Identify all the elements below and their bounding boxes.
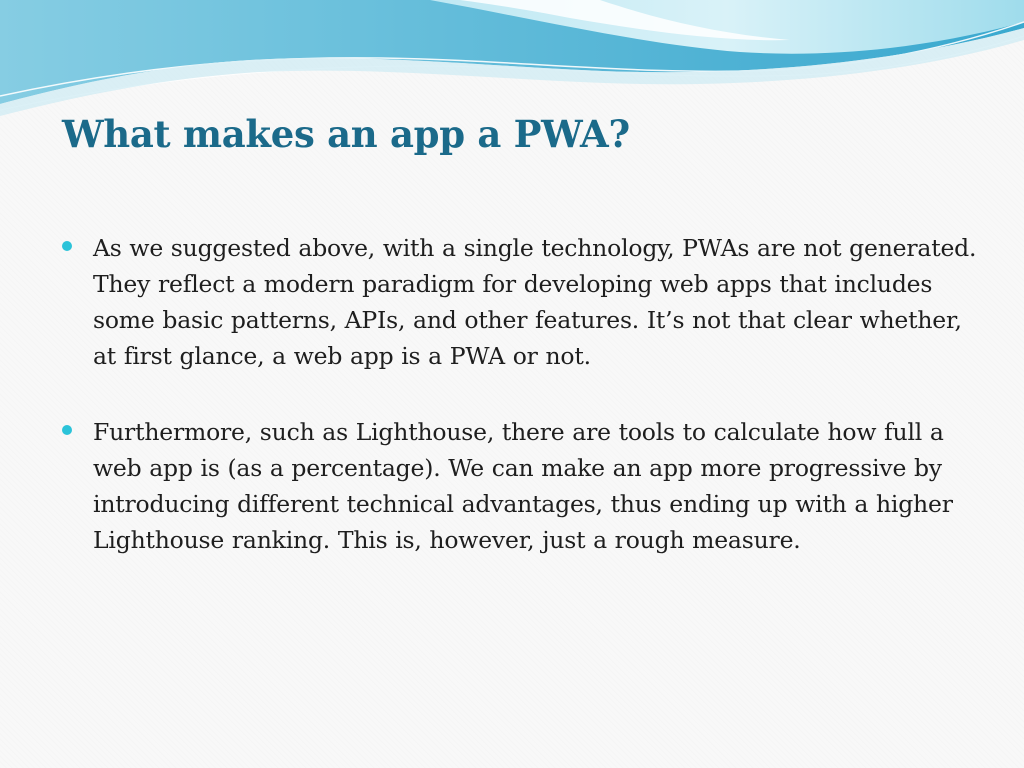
bullet-text: As we suggested above, with a single technology, PWAs are not generated. They reflect a modern paradigm for developing web apps that includes some basic patterns, APIs, and other features. It’s not that clear whether, at first glance, a web app is a PWA or not.	[93, 234, 977, 370]
bullet-dot-icon	[62, 425, 72, 435]
bullet-text: Furthermore, such as Lighthouse, there are tools to calculate how full a web app is (as a percentage). We can make an app more progressive by introducing different technical advantages, thus ending up with a higher Lighthouse ranking. This is, however, just a rough measure.	[93, 418, 953, 554]
bullet-item	[62, 414, 982, 558]
bullet-dot-icon	[62, 241, 72, 251]
slide-title: What makes an app a PWA?	[62, 112, 630, 156]
bullet-list	[62, 230, 982, 558]
bullet-item	[62, 230, 982, 374]
